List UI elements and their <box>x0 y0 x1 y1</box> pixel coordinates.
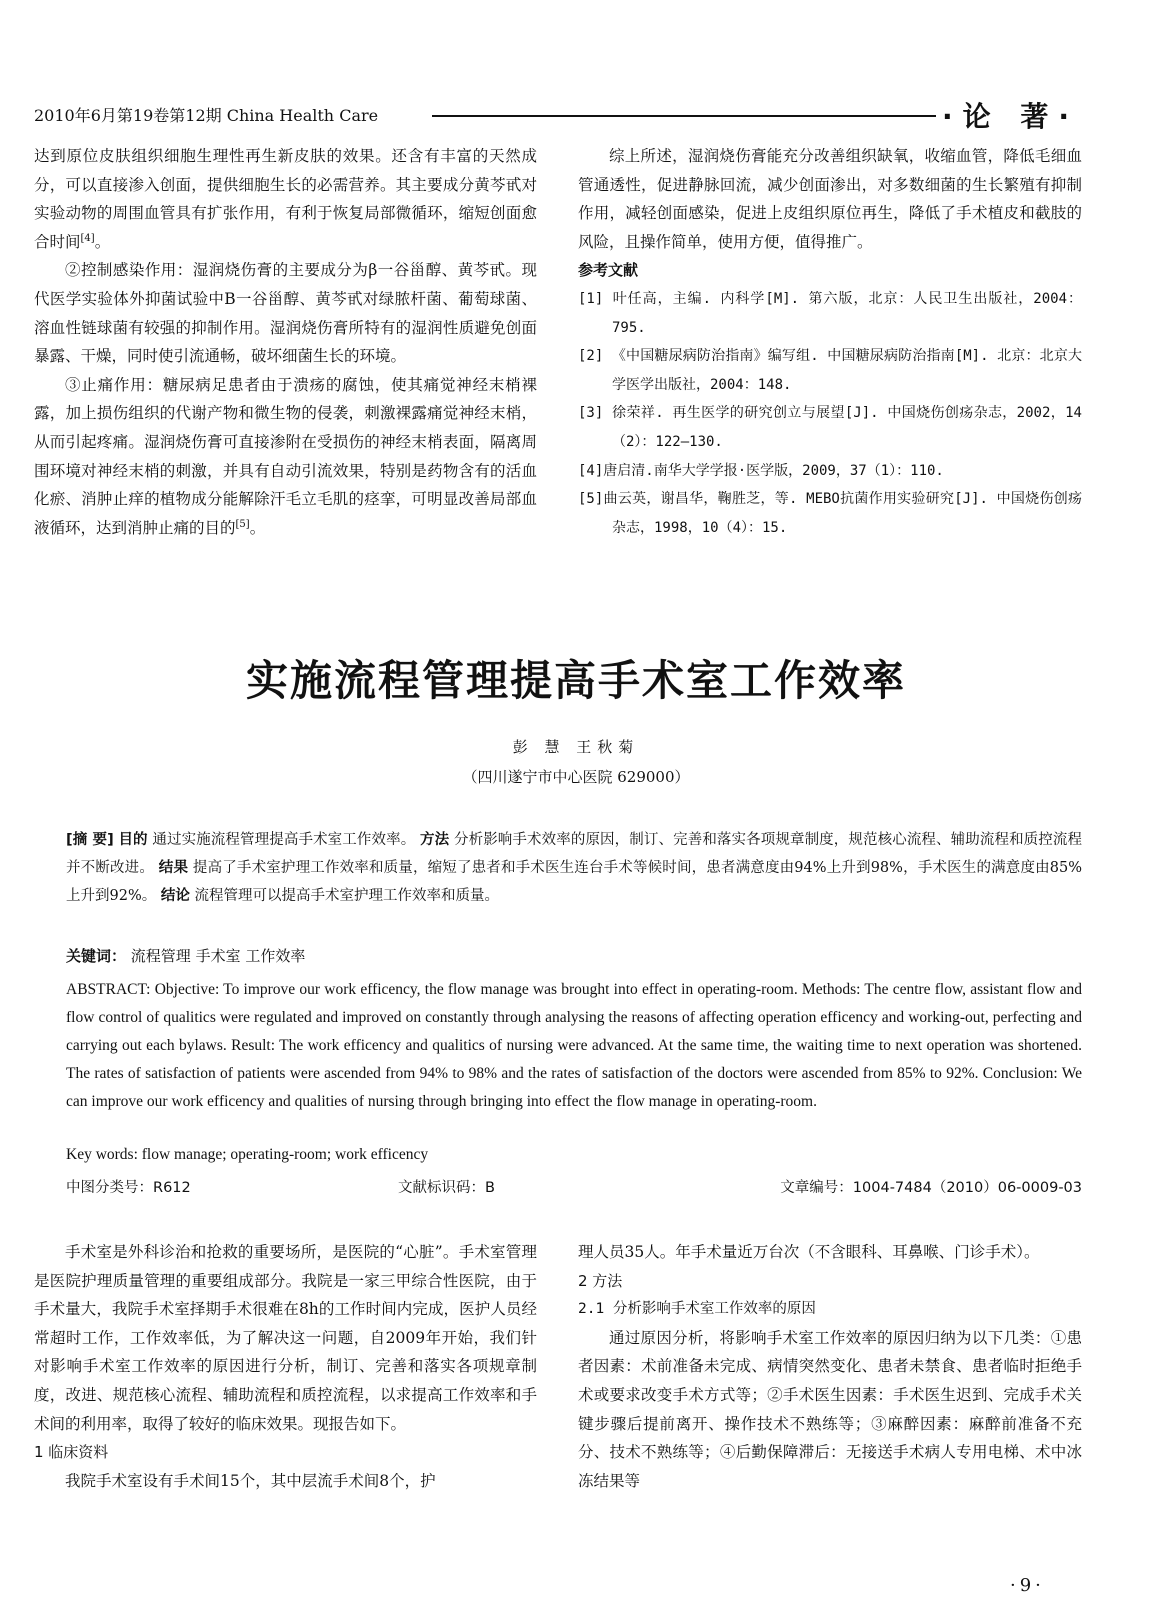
page-number: ·9· <box>1010 1575 1045 1596</box>
paragraph: 我院手术室设有手术间15个，其中层流手术间8个，护 <box>65 1471 436 1490</box>
citation: [5] <box>235 518 250 530</box>
conclusion-text: 流程管理可以提高手术室护理工作效率和质量。 <box>194 888 499 904</box>
paragraph: 理人员35人。年手术量近万台次（不含眼科、耳鼻喉、门诊手术）。 <box>578 1243 1040 1261</box>
objective-text: 通过实施流程管理提高手术室工作效率。 <box>152 832 416 848</box>
reference-item: [1] 叶任高，主编. 内科学[M]. 第六版，北京：人民卫生出版社，2004：795. <box>578 290 1082 336</box>
paragraph: 通过原因分析，将影响手术室工作效率的原因归纳为以下几类：①患者因素：术前准备未完成、病情突然变化、患者未禁食、患者临时拒绝手术或要求改变手术方式等；②手术医生因素：手术医生迟到、完成手术关键步骤后提前离开、操作技术不熟练等；③麻醉因素：麻醉前准备不充分、技术不熟练等；④后勤保障滞后：无接送手术病人专用电梯、术中冰冻结果等 <box>578 1328 1082 1490</box>
paragraph: 达到原位皮肤组织细胞生理性再生新皮肤的效果。还含有丰富的天然成分，可以直接渗入创面，提供细胞生长的必需营养。其主要成分黄芩甙对实验动物的周围血管具有扩张作用，有利于恢复局部微循环，缩短创面愈合时间[4]。 <box>34 147 537 251</box>
document-code: 文献标识码：B <box>398 1180 495 1196</box>
method-label: 方法 <box>420 832 450 848</box>
affiliation: （四川遂宁市中心医院 629000） <box>462 768 690 786</box>
header-rule <box>432 115 936 117</box>
running-header <box>34 95 1084 131</box>
abstract-label: [摘 要] <box>66 832 114 848</box>
objective-label: 目的 <box>118 832 148 848</box>
paragraph: ③止痛作用：糖尿病足患者由于溃疡的腐蚀，使其痛觉神经末梢裸露，加上损伤组织的代谢产物和微生物的侵袭，刺激裸露痛觉神经末梢，从而引起疼痛。湿润烧伤膏可直接渗附在受损伤的神经末梢表面，隔离周围环境对神经末梢的刺激，并具有自动引流效果，特别是药物含有的活血化瘀、消肿止痒的植物成分能解除汗毛立毛肌的痉挛，可明显改善局部血液循环，达到消肿止痛的目的[5]。 <box>34 375 537 537</box>
section-label: ·论 著· <box>942 100 1080 133</box>
section-heading: 1 临床资料 <box>34 1443 109 1462</box>
authors: 彭 慧 王秋菊 <box>512 738 640 756</box>
citation: [4] <box>80 232 95 244</box>
chinese-abstract <box>66 826 1082 910</box>
reference-item: [3] 徐荣祥. 再生医学的研究创立与展望[J]. 中国烧伤创疡杂志，2002，14（2）：122—130. <box>578 405 1082 450</box>
body-right-column <box>578 1238 1082 1495</box>
english-keywords: Key words: flow manage; operating-room; work efficency <box>66 1146 429 1163</box>
section-heading: 2 方法 <box>578 1271 623 1290</box>
clc-number: 中图分类号：R612 <box>66 1180 191 1196</box>
result-label: 结果 <box>158 860 189 876</box>
english-abstract: ABSTRACT: Objective: To improve our work efficency, the flow manage was brought into effect in operating-room. Methods: The centre flow, assistant flow and flow control of qualitics were regulated and improved on constantly through analysing the reasons of affecting operation efficency and working-out, perfecting and carrying out each bylaws. Result: The work efficency and qualitics of nursing were advanced. At the same time, the waiting time to next operation was shortened. The rates of satisfaction of patients were ascended from 94% to 98% and the rates of satisfaction of the doctors were ascended from 85% to 92%. Conclusion: We can improve our work efficency and qualities of nursing through bringing into effect the flow manage in operating-room. <box>66 981 1082 1110</box>
paragraph: ②控制感染作用：湿润烧伤膏的主要成分为β一谷甾醇、黄芩甙。现代医学实验体外抑菌试验中B一谷甾醇、黄芩甙对绿脓杆菌、葡萄球菌、溶血性链球菌有较强的抑制作用。湿润烧伤膏所特有的湿润性质避免创面暴露、干燥，同时使引流通畅，破坏细菌生长的环境。 <box>34 261 537 366</box>
keywords-text: 流程管理 手术室 工作效率 <box>130 947 306 965</box>
paragraph: 综上所述，湿润烧伤膏能充分改善组织缺氧，收缩血管，降低毛细血管通透性，促进静脉回流，减少创面渗出，对多数细菌的生长繁殖有抑制作用，减轻创面感染，促进上皮组织原位再生，降低了手术植皮和截肢的风险，且操作简单，使用方便，值得推广。 <box>578 147 1082 251</box>
article-title: 实施流程管理提高手术室工作效率 <box>245 656 906 705</box>
previous-article-right-column <box>578 142 1082 542</box>
article-number: 文章编号：1004-7484（2010）06-0009-03 <box>780 1180 1082 1196</box>
keywords-label: 关键词： <box>66 947 127 965</box>
paragraph: 手术室是外科诊治和抢救的重要场所，是医院的“心脏”。手术室管理是医院护理质量管理的重要组成部分。我院是一家三甲综合性医院，由于手术量大，我院手术室择期手术很难在8h的工作时间内完成，医护人员经常超时工作，工作效率低，为了解决这一问题，自2009年开始，我们针对影响手术室工作效率的原因进行分析，制订、完善和落实各项规章制度，改进、规范核心流程、辅助流程和质控流程，以求提高工作效率和手术间的利用率，取得了较好的临床效果。现报告如下。 <box>34 1243 537 1433</box>
method-text: 分析影响手术效率的原因，制订、完善和落实各项规章制度，规范核心流程、辅助流程和质控流程并不断改进。 <box>66 832 1083 876</box>
reference-item: [5]曲云英，谢昌华，鞠胜芝，等. MEBO抗菌作用实验研究[J]. 中国烧伤创疡杂志，1998，10（4）：15. <box>578 491 1082 536</box>
subsection-heading: 2.1 分析影响手术室工作效率的原因 <box>578 1301 816 1318</box>
body-left-column <box>34 1238 537 1495</box>
previous-article-left-column <box>34 142 537 542</box>
result-text: 提高了手术室护理工作效率和质量，缩短了患者和手术医生连台手术等候时间，患者满意度由94%上升到98%，手术医生的满意度由85%上升到92%。 <box>66 860 1083 904</box>
reference-item: [4]唐启清.南华大学学报·医学版，2009，37（1）：110. <box>578 462 944 479</box>
references-heading: 参考文献 <box>578 261 639 280</box>
reference-item: [2] 《中国糖尿病防治指南》编写组. 中国糖尿病防治指南[M]. 北京：北京大学医学出版社，2004：148. <box>578 348 1082 393</box>
chinese-keywords <box>66 945 1082 966</box>
journal-issue-info: 2010年6月第19卷第12期 China Health Care <box>34 106 379 125</box>
classification-line <box>66 1176 1082 1202</box>
conclusion-label: 结论 <box>160 888 190 904</box>
